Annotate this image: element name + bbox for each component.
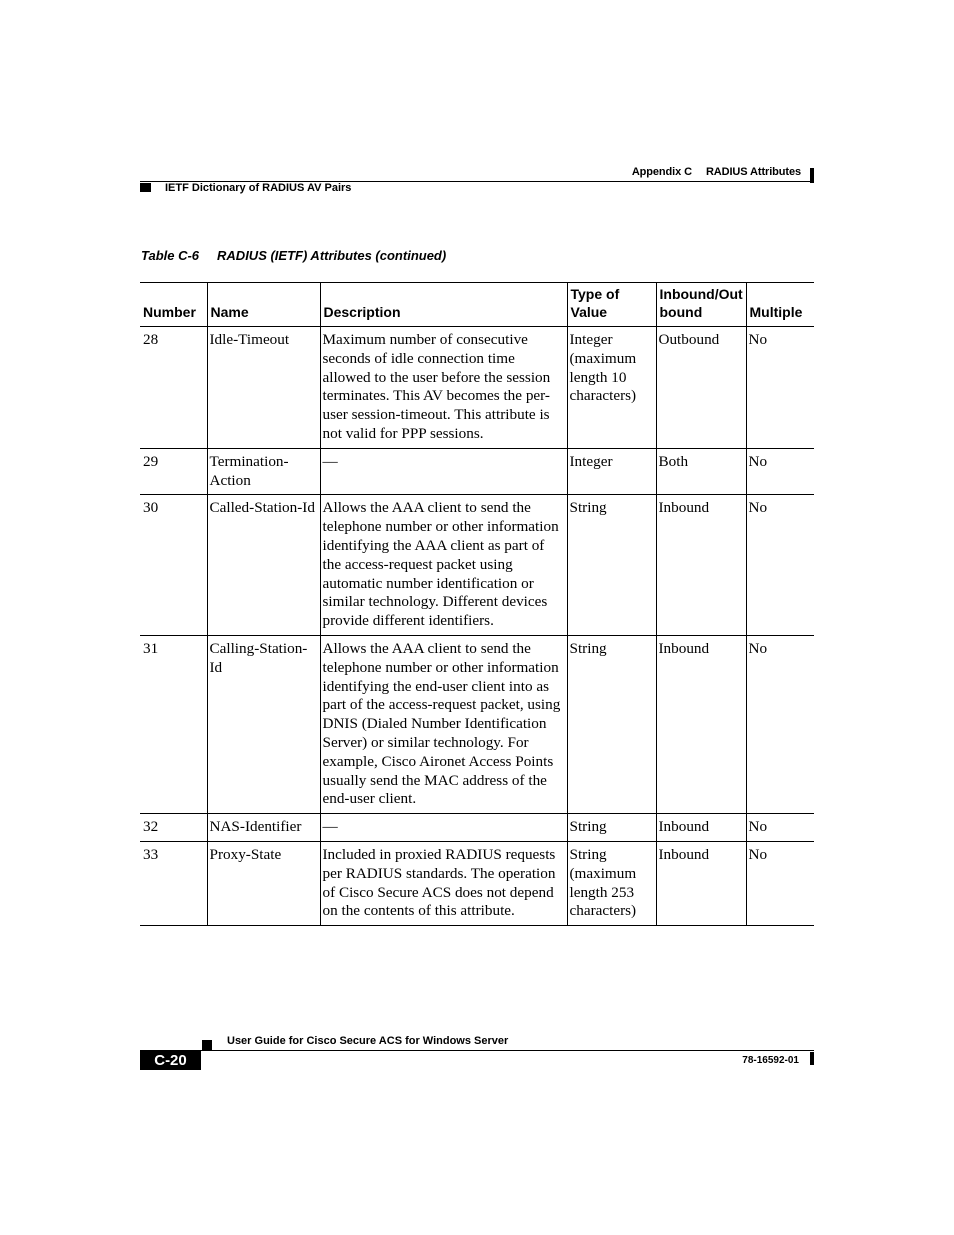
cell-type: String — [567, 495, 656, 636]
table-title: RADIUS (IETF) Attributes (continued) — [217, 248, 447, 263]
cell-type: Integer (maximum length 10 characters) — [567, 327, 656, 449]
guide-title: User Guide for Cisco Secure ACS for Windows Server — [227, 1035, 509, 1047]
table-caption — [141, 248, 446, 263]
page-number-badge: C-20 — [140, 1051, 201, 1070]
cell-type: Integer — [567, 448, 656, 495]
cell-number: 30 — [140, 495, 207, 636]
section-label: IETF Dictionary of RADIUS AV Pairs — [165, 182, 352, 194]
cell-name: NAS-Identifier — [207, 814, 320, 842]
column-header-type: Type of Value — [567, 283, 656, 327]
cell-name: Called-Station-Id — [207, 495, 320, 636]
cell-description: — — [320, 448, 567, 495]
document-number: 78-16592-01 — [742, 1055, 799, 1066]
cell-multiple: No — [746, 841, 814, 925]
table-row — [140, 841, 814, 925]
cell-type: String — [567, 635, 656, 813]
cell-number: 31 — [140, 635, 207, 813]
footer-square-mark — [202, 1040, 212, 1050]
cell-direction: Inbound — [656, 495, 746, 636]
cell-type: String — [567, 814, 656, 842]
cell-direction: Inbound — [656, 814, 746, 842]
cell-name: Calling-Station-Id — [207, 635, 320, 813]
column-header-name: Name — [207, 283, 320, 327]
cell-description: — — [320, 814, 567, 842]
cell-number: 29 — [140, 448, 207, 495]
running-header-right — [632, 166, 801, 178]
chapter-label: RADIUS Attributes — [705, 166, 801, 178]
cell-direction: Inbound — [656, 841, 746, 925]
cell-description: Included in proxied RADIUS requests per RADIUS standards. The operation of Cisco Secure ACS does not depend on the contents of this attribute. — [320, 841, 567, 925]
table-row — [140, 327, 814, 449]
footer-rule — [140, 1050, 814, 1051]
appendix-label: Appendix C — [631, 166, 692, 178]
cell-number: 33 — [140, 841, 207, 925]
table-row — [140, 635, 814, 813]
table-row — [140, 814, 814, 842]
table-header-row — [140, 283, 814, 327]
cell-multiple: No — [746, 495, 814, 636]
cell-type: String (maximum length 253 characters) — [567, 841, 656, 925]
cell-direction: Outbound — [656, 327, 746, 449]
column-header-direction: Inbound/Out bound — [656, 283, 746, 327]
cell-multiple: No — [746, 327, 814, 449]
column-header-number: Number — [140, 283, 207, 327]
cell-name: Termination-Action — [207, 448, 320, 495]
cell-name: Proxy-State — [207, 841, 320, 925]
column-header-multiple: Multiple — [746, 283, 814, 327]
cell-number: 28 — [140, 327, 207, 449]
table-number: Table C-6 — [141, 248, 200, 263]
cell-description: Maximum number of consecutive seconds of idle connection time allowed to the user before the session terminates. This AV becomes the per-user session-timeout. This attribute is not valid for PPP sessions. — [320, 327, 567, 449]
cell-number: 32 — [140, 814, 207, 842]
cell-direction: Both — [656, 448, 746, 495]
header-square-mark — [140, 183, 151, 192]
cell-multiple: No — [746, 814, 814, 842]
cell-name: Idle-Timeout — [207, 327, 320, 449]
cell-description: Allows the AAA client to send the telephone number or other information identifying the end-user client into as part of the access-request packet, using DNIS (Dialed Number Identification Server) or similar technology. For example, Cisco Aironet Access Points usually send the MAC address of the end-user client. — [320, 635, 567, 813]
cell-direction: Inbound — [656, 635, 746, 813]
attributes-table — [140, 282, 814, 926]
cell-multiple: No — [746, 635, 814, 813]
table-row — [140, 495, 814, 636]
footer-bar-mark — [810, 1052, 814, 1065]
cell-description: Allows the AAA client to send the telephone number or other information identifying the AAA client as part of the access-request packet using automatic number identification or similar technology. Different devices provide different identifiers. — [320, 495, 567, 636]
table-row — [140, 448, 814, 495]
cell-multiple: No — [746, 448, 814, 495]
column-header-description: Description — [320, 283, 567, 327]
